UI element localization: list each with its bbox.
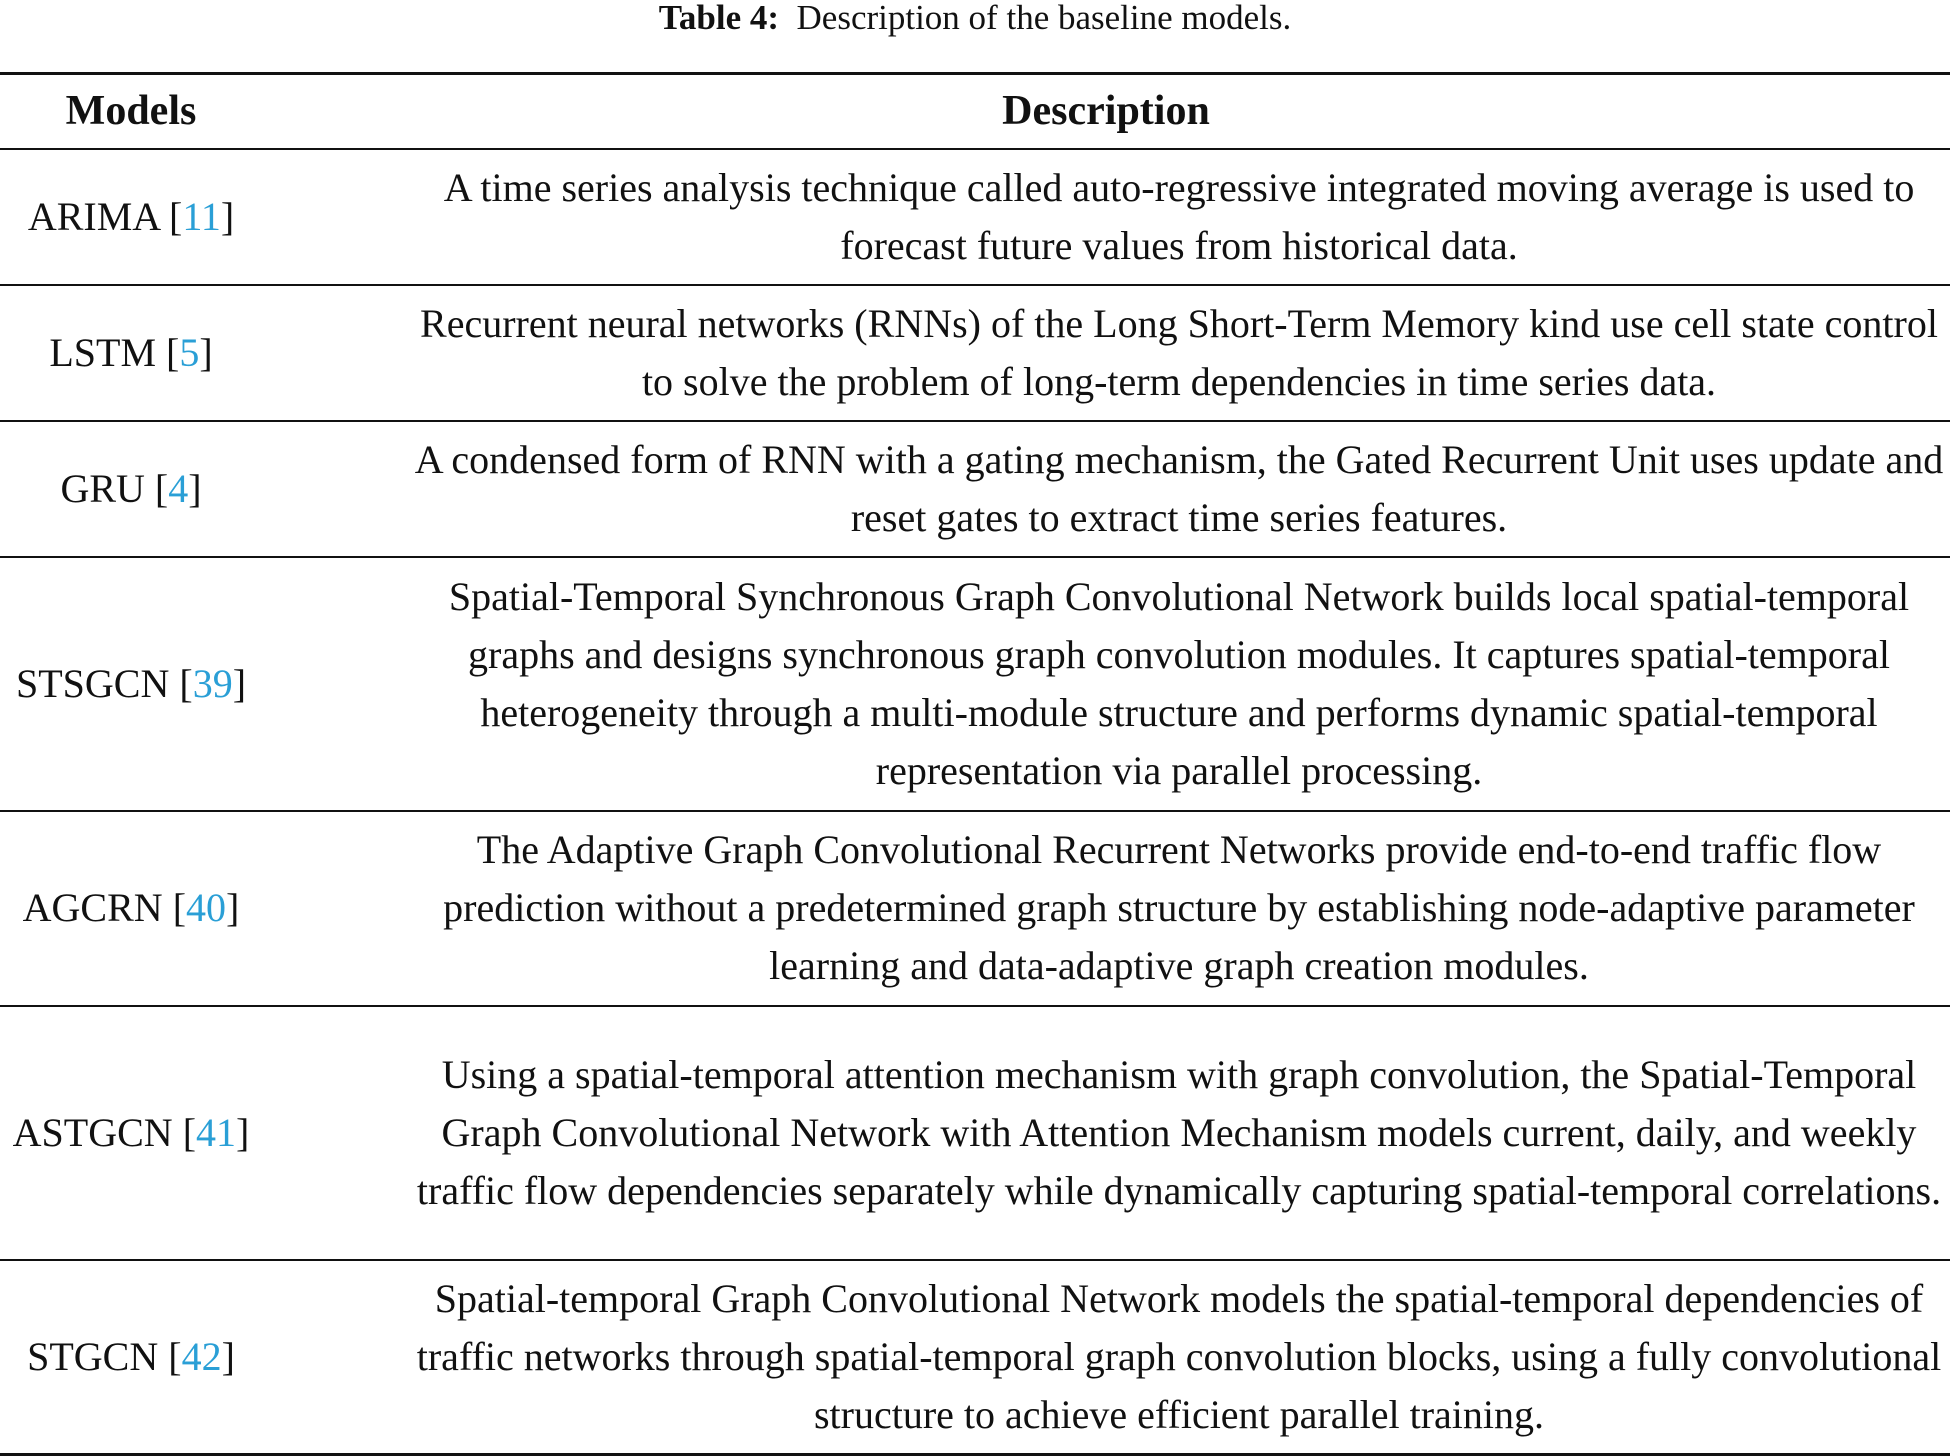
- model-name: ASTGCN: [12, 1109, 173, 1155]
- table-row: [0, 811, 1950, 1006]
- header-models: Models: [65, 88, 197, 135]
- caption-label: Table 4:: [658, 0, 780, 37]
- table-header-row: [0, 74, 1950, 149]
- citation-link[interactable]: 4: [168, 465, 189, 511]
- model-name: AGCRN: [22, 885, 163, 930]
- table-row: [0, 1006, 1950, 1260]
- citation-link[interactable]: 42: [181, 1333, 222, 1379]
- citation-link[interactable]: 11: [182, 193, 221, 239]
- baseline-models-table-container: [0, 72, 1950, 1456]
- model-cell: LSTM [5]: [49, 329, 213, 375]
- table-caption: [0, 0, 1950, 40]
- model-name: LSTM: [49, 329, 157, 375]
- table-row: [0, 421, 1950, 557]
- model-name: STSGCN: [15, 660, 170, 706]
- model-name: ARIMA: [27, 193, 159, 239]
- table-row: [0, 1260, 1950, 1455]
- model-cell: STSGCN [39]: [15, 660, 247, 706]
- description-cell: A time series analysis technique called auto-regressive integrated moving average is used to forecast future values from historical data.: [443, 164, 1915, 268]
- model-cell: STGCN [42]: [27, 1333, 235, 1379]
- model-cell: ARIMA [11]: [27, 193, 235, 239]
- citation-link[interactable]: 39: [192, 660, 233, 706]
- model-name: GRU: [60, 465, 145, 511]
- description-cell: A condensed form of RNN with a gating mechanism, the Gated Recurrent Unit uses update and reset gates to extract time series features.: [414, 436, 1944, 540]
- citation-link[interactable]: 40: [186, 885, 227, 930]
- description-cell: Recurrent neural networks (RNNs) of the Long Short-Term Memory kind use cell state control to solve the problem of long-term dependencies in time series data.: [420, 300, 1938, 404]
- table-row: [0, 149, 1950, 285]
- model-cell: AGCRN [40]: [22, 885, 240, 930]
- model-cell: ASTGCN [41]: [12, 1109, 250, 1155]
- baseline-models-table: [0, 72, 1950, 1456]
- caption-text: Description of the baseline models.: [796, 0, 1292, 37]
- description-cell: Using a spatial-temporal attention mechanism with graph convolution, the Spatial-Temporal Graph Convolutional Network with Attention Mechanism models current, daily, and weekly traffic flow dependencies separately while dynamically capturing spatial-temporal correlations.: [416, 1051, 1942, 1213]
- table-row: [0, 285, 1950, 421]
- model-cell: GRU [4]: [60, 465, 202, 511]
- header-description: Description: [1002, 88, 1210, 135]
- description-cell: Spatial-Temporal Synchronous Graph Convolutional Network builds local spatial-temporal graphs and designs synchronous graph convolution modules. It captures spatial-temporal heterogeneity through a multi-module structure and performs dynamic spatial-temporal representation via parallel processing.: [448, 573, 1910, 793]
- citation-link[interactable]: 5: [179, 329, 200, 375]
- citation-link[interactable]: 41: [196, 1109, 237, 1155]
- table-row: [0, 557, 1950, 811]
- model-name: STGCN: [27, 1333, 159, 1379]
- description-cell: The Adaptive Graph Convolutional Recurrent Networks provide end-to-end traffic flow prediction without a predetermined graph structure by establishing node-adaptive parameter learning and data-adaptive graph creation modules.: [443, 827, 1915, 988]
- description-cell: Spatial-temporal Graph Convolutional Network models the spatial-temporal dependencies of traffic networks through spatial-temporal graph convolution blocks, using a fully convolutional structure to achieve efficient parallel training.: [416, 1275, 1942, 1437]
